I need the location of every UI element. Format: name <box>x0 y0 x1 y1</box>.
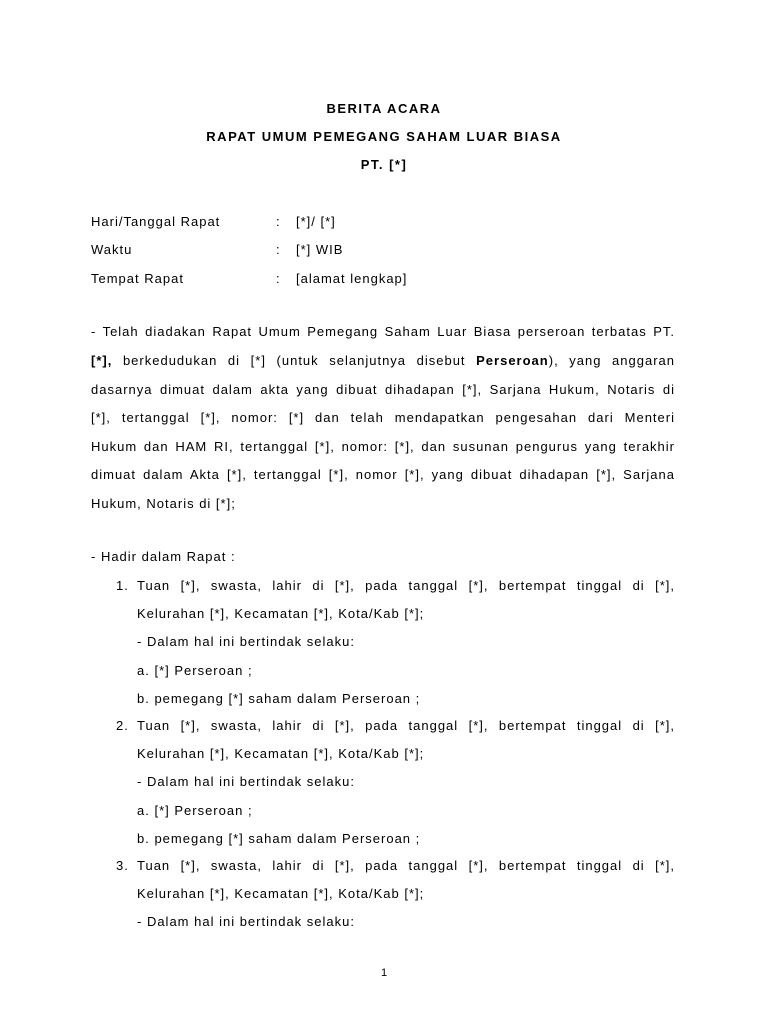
capacity-item: b. pemegang [*] saham dalam Perseroan ; <box>137 831 421 846</box>
info-colon: : <box>276 242 281 257</box>
attendee-line: Tuan [*], swasta, lahir di [*], pada tanggal [*], bertempat tinggal di [*], <box>137 858 675 873</box>
info-colon: : <box>276 271 281 286</box>
capacity-item: a. [*] Perseroan ; <box>137 803 253 818</box>
list-number: 3. <box>116 858 129 873</box>
page-number: 1 <box>380 967 388 979</box>
paragraph-line: - Telah diadakan Rapat Umum Pemegang Saham Luar Biasa perseroan terbatas PT. <box>91 324 675 339</box>
document-subtitle: RAPAT UMUM PEMEGANG SAHAM LUAR BIASA <box>206 129 562 144</box>
perseroan-term: Perseroan <box>476 353 549 368</box>
company-name: PT. [*] <box>360 157 408 172</box>
info-colon: : <box>276 214 281 229</box>
capacity-item: a. [*] Perseroan ; <box>137 663 253 678</box>
info-label: Waktu <box>91 242 133 257</box>
paragraph-line: dimuat dalam Akta [*], tertanggal [*], nomor [*], yang dibuat dihadapan [*], Sarjana <box>91 467 675 482</box>
attendee-line: Tuan [*], swasta, lahir di [*], pada tanggal [*], bertempat tinggal di [*], <box>137 718 675 733</box>
attendees-heading: - Hadir dalam Rapat : <box>91 549 236 564</box>
attendee-line: Tuan [*], swasta, lahir di [*], pada tanggal [*], bertempat tinggal di [*], <box>137 578 675 593</box>
paragraph-line: dasarnya dimuat dalam akta yang dibuat dihadapan [*], Sarjana Hukum, Notaris di <box>91 382 675 397</box>
text-span: berkedudukan di [*] (untuk selanjutnya disebut <box>112 353 477 368</box>
capacity-item: b. pemegang [*] saham dalam Perseroan ; <box>137 691 421 706</box>
document-title: BERITA ACARA <box>326 101 442 116</box>
list-number: 1. <box>116 578 129 593</box>
info-label: Tempat Rapat <box>91 271 184 286</box>
attendee-capacity: - Dalam hal ini bertindak selaku: <box>137 914 355 929</box>
info-value: [*] WIB <box>296 242 344 257</box>
attendee-capacity: - Dalam hal ini bertindak selaku: <box>137 634 355 649</box>
attendee-address: Kelurahan [*], Kecamatan [*], Kota/Kab [*]; <box>137 886 425 901</box>
paragraph-line: [*], tertanggal [*], nomor: [*] dan telah mendapatkan pengesahan dari Menteri <box>91 410 675 425</box>
info-value: [*]/ [*] <box>296 214 336 229</box>
paragraph-line: Hukum, Notaris di [*]; <box>91 496 236 511</box>
text-span: ), yang anggaran <box>548 353 675 368</box>
list-number: 2. <box>116 718 129 733</box>
paragraph-line: Hukum dan HAM RI, tertanggal [*], nomor: [*], dan susunan pengurus yang terakhir <box>91 439 675 454</box>
info-value: [alamat lengkap] <box>296 271 408 286</box>
info-label: Hari/Tanggal Rapat <box>91 214 221 229</box>
attendee-address: Kelurahan [*], Kecamatan [*], Kota/Kab [*]; <box>137 746 425 761</box>
attendee-capacity: - Dalam hal ini bertindak selaku: <box>137 774 355 789</box>
company-placeholder: [*], <box>91 353 113 368</box>
paragraph-line <box>91 353 675 369</box>
attendee-address: Kelurahan [*], Kecamatan [*], Kota/Kab [*]; <box>137 606 425 621</box>
